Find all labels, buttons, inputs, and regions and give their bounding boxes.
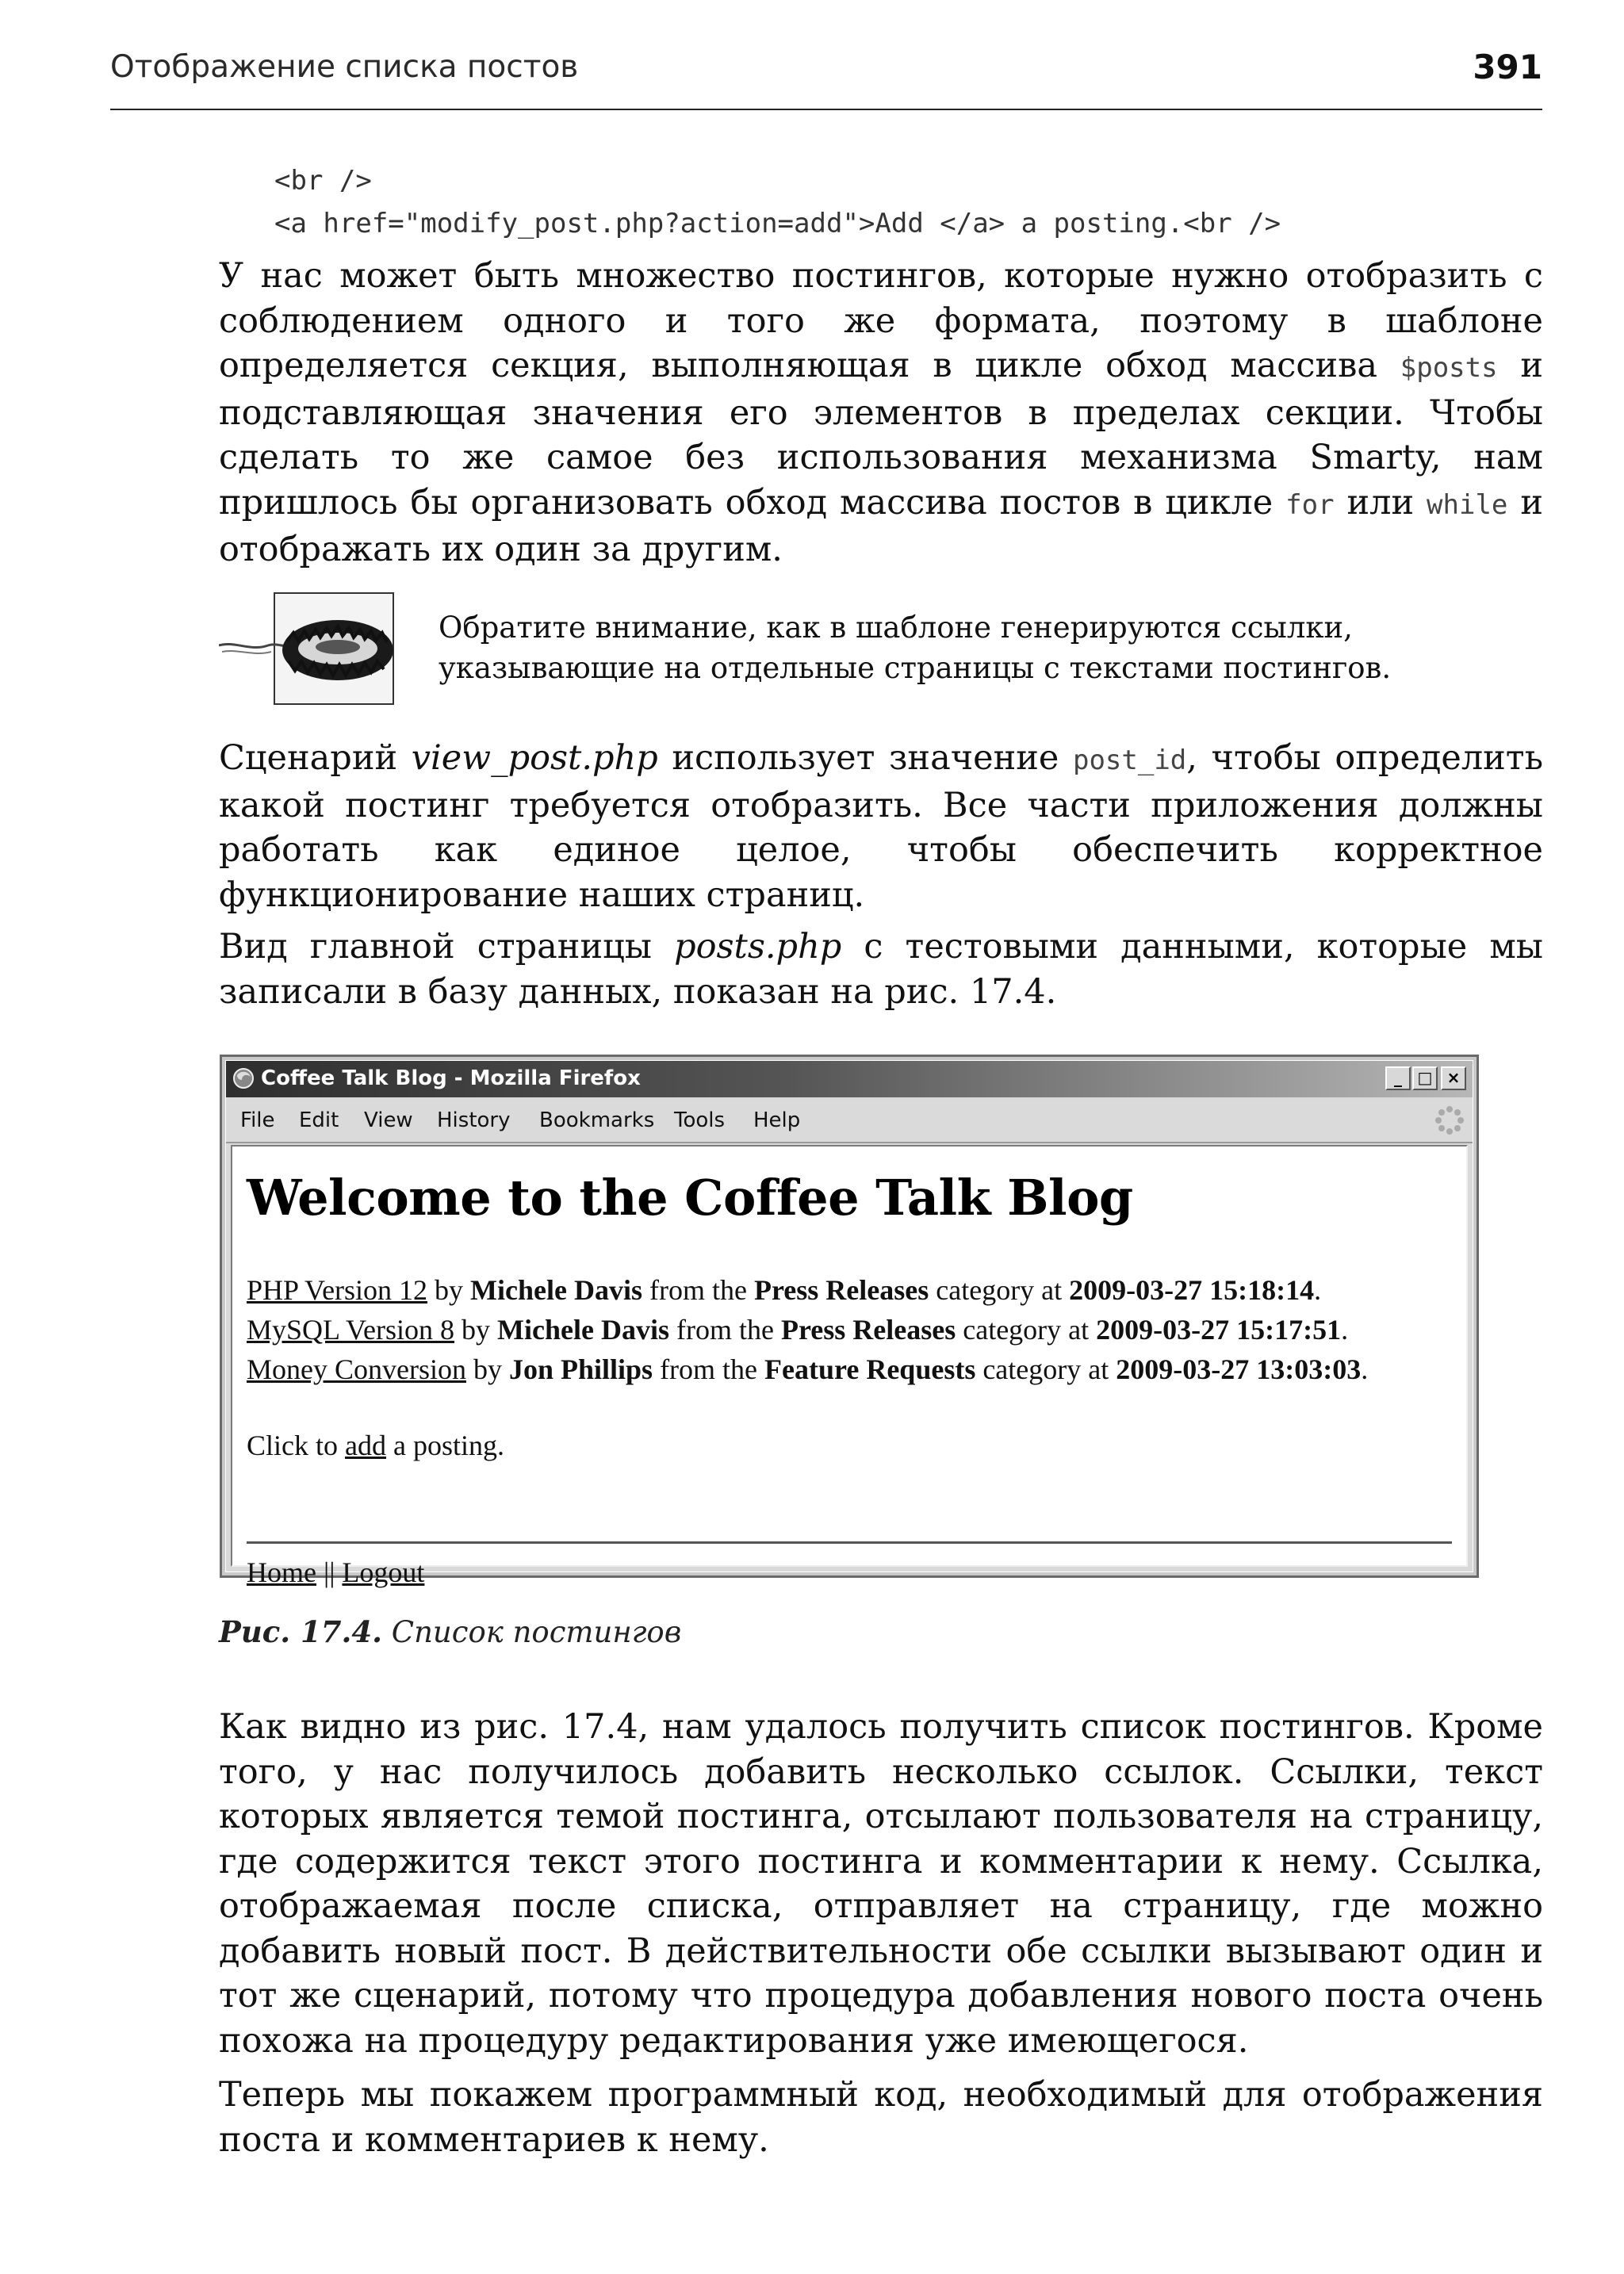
figure-caption [219, 1614, 681, 1649]
close-button[interactable]: × [1441, 1066, 1466, 1090]
code-line-link: <a href="modify_post.php?action=add">Add </a> a posting.<br /> [274, 208, 1281, 239]
click-prefix: Click to [247, 1430, 345, 1461]
post-author: Michele Davis [470, 1274, 642, 1306]
add-link[interactable]: add [345, 1430, 386, 1461]
menu-file[interactable]: File [240, 1108, 275, 1132]
p1-code-posts: $posts [1400, 352, 1498, 384]
page-number: 391 [1473, 48, 1542, 86]
p3-filename: posts.php [674, 927, 842, 967]
paragraph-1 [219, 254, 1543, 572]
click-suffix: a posting. [385, 1430, 504, 1461]
p2-filename: view_post.php [411, 738, 658, 778]
note-text: Обратите внимание, как в шаблоне генерируются ссылки, указывающие на отдельные страницы с текстами постингов. [439, 611, 1392, 685]
post-cat-at: category at [936, 1274, 1063, 1306]
p1-text-4: и отображать их один за другим. [219, 482, 1543, 569]
post-from: from the [676, 1314, 774, 1346]
home-link[interactable]: Home [247, 1556, 316, 1588]
p1-code-for: for [1285, 488, 1335, 521]
paragraph-2 [219, 736, 1543, 917]
post-author: Michele Davis [497, 1314, 669, 1346]
menu-edit[interactable]: Edit [299, 1108, 339, 1132]
post-from: from the [660, 1353, 758, 1385]
menu-bar [226, 1099, 1473, 1143]
menu-help[interactable]: Help [753, 1108, 801, 1132]
firefox-icon [232, 1067, 255, 1089]
post-link-2[interactable]: MySQL Version 8 [247, 1314, 455, 1346]
p3-text-2: с тестовыми данными, которые мы записали в базу данных, показан на рис. 17.4. [219, 927, 1543, 1012]
post-by: by [473, 1353, 502, 1385]
p2-text-2: использует значение [657, 738, 1073, 778]
figure-screenshot [220, 1055, 1479, 1588]
throbber-icon [1434, 1105, 1465, 1135]
post-date: 2009-03-27 13:03:03 [1116, 1353, 1362, 1385]
post-end: . [1361, 1353, 1369, 1385]
menu-tools[interactable]: Tools [674, 1108, 726, 1132]
post-date: 2009-03-27 15:18:14 [1069, 1274, 1315, 1306]
p2-code-post-id: post_id [1072, 745, 1187, 776]
caption-label: Рис. 17.4. [219, 1614, 383, 1649]
trap-icon [219, 588, 397, 709]
p1-text-3: или [1334, 482, 1427, 523]
post-from: from the [649, 1274, 747, 1306]
paragraph-4: Как видно из рис. 17.4, нам удалось получить список постингов. Кроме того, у нас получилось добавить несколько ссылок. Ссылки, текст которых является темой постинга, отсылают пользователя на страницу, где содержится текст этого постинга и комментарии к нему. Ссылка, отображаемая после списка, отправляет на страницу, где можно добавить новый пост. В действительности обе ссылки вызывают один и тот же сценарий, потому что процедура добавления нового поста очень похожа на процедуру редактирования уже имеющегося. [219, 1707, 1543, 2061]
window-title: Coffee Talk Blog - Mozilla Firefox [261, 1066, 641, 1090]
blog-heading: Welcome to the Coffee Talk Blog [247, 1169, 1133, 1227]
code-line-br: <br /> [274, 165, 372, 197]
maximize-button[interactable]: □ [1412, 1066, 1438, 1090]
menu-view[interactable]: View [364, 1108, 413, 1132]
link-separator: || [316, 1556, 343, 1588]
p1-text-2: и подставляющая значения его элементов в пределах секции. Чтобы сделать то же самое без использования механизма Smarty, нам пришлось бы организовать обход массива постов в цикле [219, 346, 1543, 523]
running-head [110, 49, 1542, 89]
running-title: Отображение списка постов [110, 49, 579, 85]
minimize-button[interactable]: _ [1385, 1066, 1411, 1090]
p2-text-3: , чтобы определить какой постинг требуется отобразить. Все части приложения должны работать как единое целое, чтобы обеспечить корректное функционирование наших страниц. [219, 738, 1544, 915]
post-author: Jon Phillips [508, 1353, 653, 1385]
logout-link[interactable]: Logout [342, 1556, 425, 1588]
add-posting-line [247, 1429, 504, 1462]
p1-text-1: У нас может быть множество постингов, которые нужно отобразить с соблюдением одного и того же формата, поэтому в шаблоне определяется секция, выполняющая в цикле обход массива [219, 256, 1543, 385]
post-line-1 [247, 1273, 1321, 1307]
footer-links [247, 1556, 424, 1589]
post-category: Feature Requests [764, 1353, 976, 1385]
menu-history[interactable]: History [437, 1108, 511, 1132]
post-by: by [462, 1314, 491, 1346]
post-cat-at: category at [982, 1353, 1109, 1385]
post-link-1[interactable]: PHP Version 12 [247, 1274, 428, 1306]
content-divider [247, 1541, 1452, 1544]
paragraph-5: Теперь мы покажем программный код, необходимый для отображения поста и комментариев к нему. [219, 2075, 1543, 2160]
post-date: 2009-03-27 15:17:51 [1096, 1314, 1342, 1346]
browser-window [225, 1060, 1473, 1588]
post-cat-at: category at [963, 1314, 1090, 1346]
p3-text-1: Вид главной страницы [219, 927, 675, 967]
paragraph-3 [219, 925, 1543, 1014]
post-line-2 [247, 1313, 1348, 1346]
post-category: Press Releases [753, 1274, 929, 1306]
post-line-3 [247, 1353, 1368, 1386]
p1-code-while: while [1427, 488, 1508, 521]
caption-text: Список постингов [382, 1615, 682, 1649]
menu-bookmarks[interactable]: Bookmarks [539, 1108, 655, 1132]
post-by: by [435, 1274, 464, 1306]
header-rule [110, 109, 1542, 110]
post-end: . [1341, 1314, 1349, 1346]
post-category: Press Releases [780, 1314, 956, 1346]
page-content [231, 1145, 1468, 1588]
post-end: . [1314, 1274, 1322, 1306]
post-link-3[interactable]: Money Conversion [247, 1353, 466, 1385]
p2-text-1: Сценарий [219, 738, 412, 778]
window-titlebar [226, 1061, 1473, 1097]
